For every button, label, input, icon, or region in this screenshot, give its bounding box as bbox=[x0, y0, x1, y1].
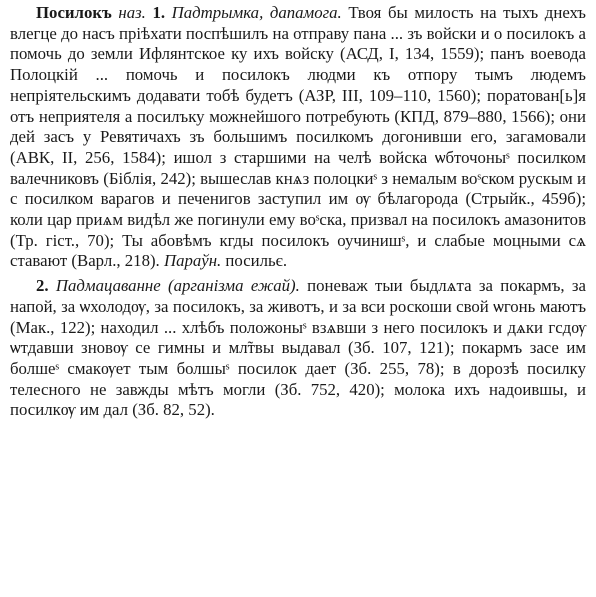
sense-1-number: 1. bbox=[152, 3, 166, 22]
part-of-speech: наз. bbox=[118, 3, 146, 22]
sense-1-compare-label: Параўн. bbox=[163, 251, 222, 271]
sense-1-compare-word: посильє. bbox=[225, 251, 288, 271]
sense-2-citations: поневаж тыи быдлѧта за покармъ, за напой, за ѡхолодѹ, за посилокъ, за животъ, и за вси роскоши свой ѡгонь маютъ (Мак., 122); находил ... хлѣбъ положоныˢ взѧвши з него посилокъ и дѧки гсдѹ ѡтдавши зновѹ се гимны и мл̃твы выдавал (Зб. 107, 121); покармъ засе им болшеˢ смакѹет тым болшыˢ посилок дает (Зб. 255, 78); в дорозѣ посилку телесного не завжды мѣтъ могли (Зб. 752, 420); молока ихъ надоившы, и посилкѹ им дал (Зб. 82, 52). bbox=[10, 276, 586, 420]
sense-1-citations: Твоя бы милость на тыхъ днехъ влегце до насъ прiѣхати поспѣшилъ на отправу пана ... зъ войски и о посилокъ а помочь до земли Ифлянтское ку ихъ войску (АСД, I, 134, 1559); панъ воевода Полоцкiй ... помочь и посилокъ людми къ отпору тымъ людемъ непрiятельскимъ додавати тобѣ будетъ (АЗР, III, 109–110, 1560); поратован[ь]я отъ неприятеля а посилъку можнейшого потребують (КПД, 879–880, 1566); они дей засъ у Ревятичахъ зъ большимъ посилкомъ догонивши его, загамовали (АВК, II, 256, 1584); ишол з старшими на челѣ войска ѡбточоныˢ посилком валечниковъ (Біблія, 242); вышеслав кнѧз полоцкиˢ з немалым воˢском рускым и с посилком варагов и печенигов заступил им ѹ бѣлагорода (Стрыйк., 459б); коли цар приѧм видѣл же погинули ему воˢска, призвал на посилокъ амазонитов (Тр. гiст., 70); Ты абовѣмъ кгды посилокъ оучинишˢ, и слабые моцными сѧ ставают (Варл., 218). bbox=[10, 3, 586, 271]
sense-1-definition: Падтрымка, дапамога. bbox=[171, 3, 342, 22]
sense-1-paragraph bbox=[10, 3, 586, 272]
headword: Посилокъ bbox=[36, 3, 112, 22]
sense-2-paragraph bbox=[10, 276, 586, 421]
sense-2-definition: Падмацаванне (арганізма ежай). bbox=[55, 276, 300, 296]
sense-2-number: 2. bbox=[36, 276, 49, 296]
